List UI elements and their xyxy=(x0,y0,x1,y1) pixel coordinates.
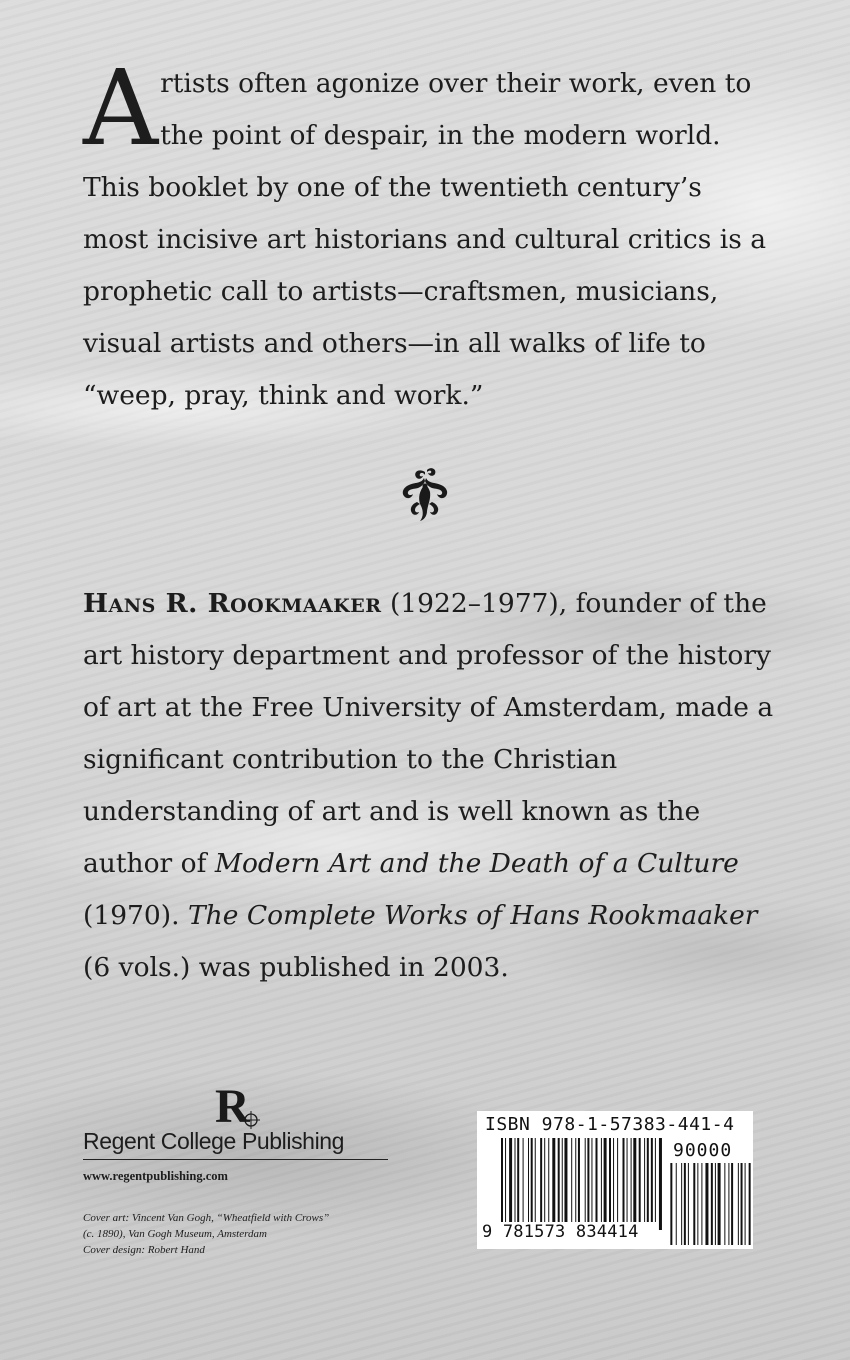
barcode-bar xyxy=(596,1138,598,1222)
addon-bar xyxy=(728,1163,729,1245)
credit-line: Cover design: Robert Hand xyxy=(83,1244,205,1256)
barcode-bar xyxy=(601,1138,602,1222)
credit-line: (c. 1890), Van Gogh Museum, Amsterdam xyxy=(83,1228,267,1240)
bio-text-3: (6 vols.) was published in 2003. xyxy=(83,952,509,983)
logo-letter: R xyxy=(215,1080,250,1133)
barcode-bar xyxy=(609,1138,611,1222)
addon-bar xyxy=(693,1163,695,1245)
isbn-barcode xyxy=(477,1111,753,1249)
addon-bar xyxy=(697,1163,698,1245)
barcode-bar xyxy=(562,1138,563,1222)
barcode-bar xyxy=(644,1138,645,1222)
floral-ornament-icon xyxy=(397,466,453,526)
publisher-logo-icon xyxy=(213,1078,265,1134)
blurb-paragraph xyxy=(83,47,773,422)
addon-bar xyxy=(705,1163,708,1245)
addon-bar xyxy=(684,1163,686,1245)
addon-bar xyxy=(731,1163,733,1245)
addon-bar xyxy=(681,1163,682,1245)
barcode-ean-number: 9 781573 834414 xyxy=(482,1222,639,1242)
barcode-bar xyxy=(552,1138,555,1222)
author-name: Hans R. Rookmaaker xyxy=(83,588,382,619)
barcode-bar xyxy=(651,1138,653,1222)
cover-credits xyxy=(83,1210,413,1258)
barcode-bar xyxy=(540,1138,542,1222)
barcode-bar xyxy=(585,1138,586,1230)
barcode-bar xyxy=(571,1138,572,1222)
addon-bar xyxy=(715,1163,716,1245)
bio-text-2: (1970). xyxy=(83,900,188,931)
book-title-2: The Complete Works of Hans Rookmaaker xyxy=(187,900,758,931)
addon-bar xyxy=(745,1163,746,1245)
barcode-bar xyxy=(647,1138,649,1222)
barcode-bar xyxy=(659,1138,662,1230)
addon-bar xyxy=(670,1163,672,1245)
addon-bar xyxy=(724,1163,725,1245)
publisher-name: Regent College Publishing xyxy=(83,1128,388,1160)
addon-bar xyxy=(688,1163,689,1245)
book-title-1: Modern Art and the Death of a Culture xyxy=(214,848,739,879)
barcode-bar xyxy=(623,1138,625,1222)
bio-text-1: (1922–1977), founder of the art history department and professor of the history of art at the Free University of Amsterdam, made a significant contribution to the Christian understanding of art and is well known as the author of xyxy=(83,588,774,879)
barcode-bar xyxy=(575,1138,576,1222)
addon-bar xyxy=(676,1163,677,1245)
addon-bar xyxy=(711,1163,713,1245)
barcode-bar xyxy=(523,1138,524,1222)
barcode-bar xyxy=(613,1138,614,1222)
barcode-bar xyxy=(528,1138,529,1222)
addon-bar xyxy=(749,1163,751,1245)
isbn-label: ISBN 978-1-57383-441-4 xyxy=(485,1114,735,1135)
addon-bar xyxy=(718,1163,721,1245)
barcode-bar xyxy=(578,1138,580,1222)
publisher-url: www.regentpublishing.com xyxy=(83,1169,228,1183)
drop-cap: A xyxy=(83,47,159,169)
barcode-addon-number: 90000 xyxy=(673,1140,733,1161)
addon-bar xyxy=(738,1163,739,1245)
addon-bar xyxy=(701,1163,702,1245)
barcode-bar xyxy=(587,1138,589,1222)
barcode-bar xyxy=(631,1138,632,1222)
barcode-bar xyxy=(655,1138,656,1222)
barcode-bar xyxy=(558,1138,560,1222)
credit-line: Cover art: Vincent Van Gogh, “Wheatfield with Crows” xyxy=(83,1212,330,1224)
barcode-bar xyxy=(627,1138,628,1222)
barcode-bar xyxy=(548,1138,549,1222)
addon-bar xyxy=(741,1163,743,1245)
author-bio xyxy=(83,578,783,994)
barcode-bar xyxy=(517,1138,519,1222)
barcode-bar xyxy=(501,1138,503,1230)
barcode-bar xyxy=(604,1138,607,1222)
barcode-bar xyxy=(509,1138,512,1222)
barcode-bar xyxy=(633,1138,636,1222)
barcode-bar xyxy=(617,1138,618,1222)
barcode-bar xyxy=(535,1138,536,1222)
barcode-bar xyxy=(531,1138,533,1222)
blurb-text: rtists often agonize over their work, even to the point of despair, in the modern world. This booklet by one of the twentieth century’s most incisive art historians and cultural critics is a prophetic call to artists—craftsmen, musicians, visual artists and others—in all walks of life to “weep, pray, think and work.” xyxy=(83,68,767,411)
barcode-bar xyxy=(515,1138,516,1222)
barcode-bar xyxy=(591,1138,592,1222)
barcode-bar xyxy=(639,1138,641,1222)
barcode-bar xyxy=(505,1138,506,1230)
barcode-bar xyxy=(544,1138,545,1222)
barcode-bar xyxy=(564,1138,567,1222)
